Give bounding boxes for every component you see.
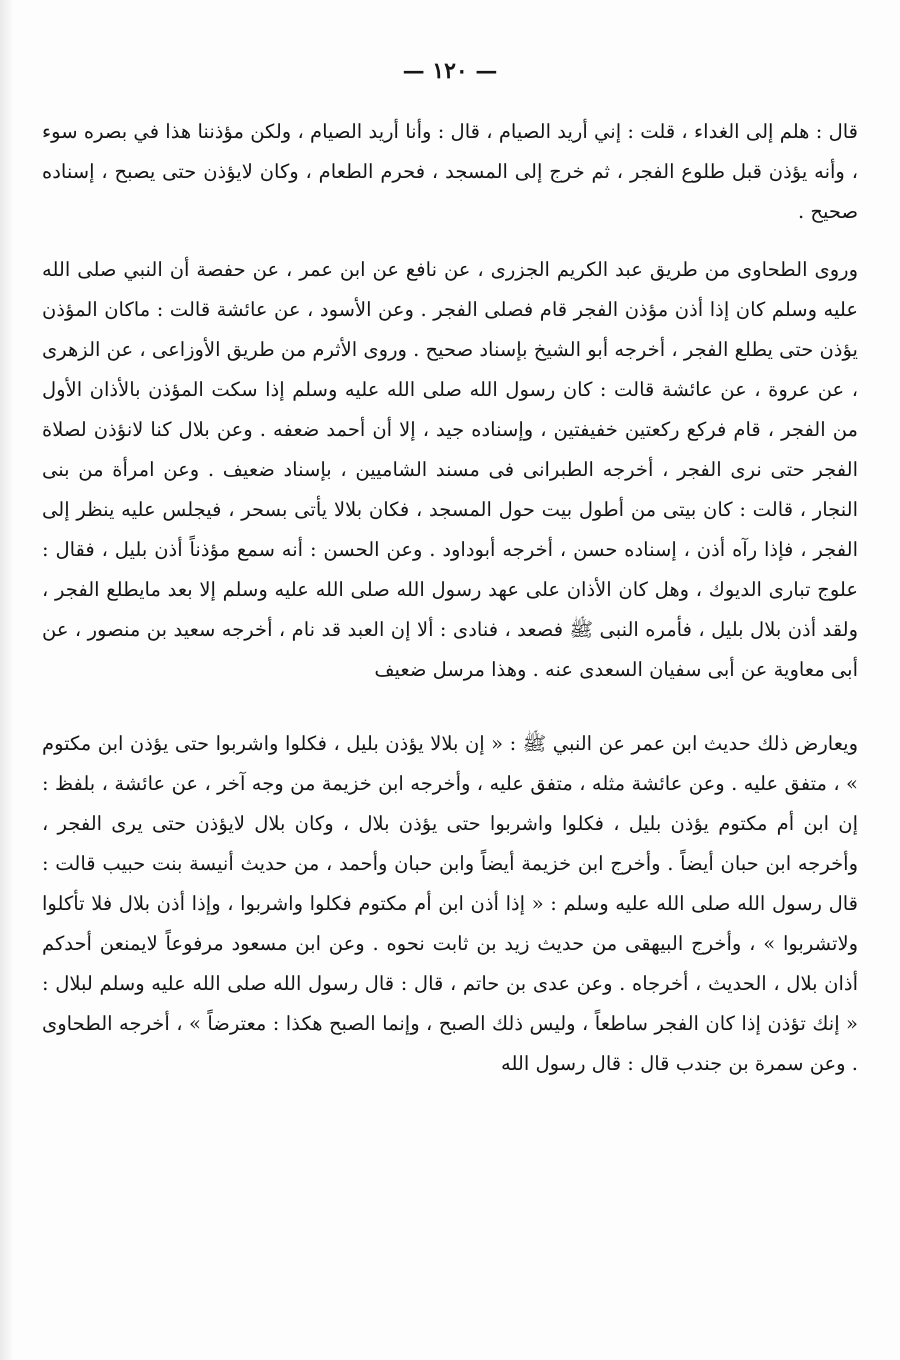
page-edge-shadow — [0, 0, 14, 1360]
page-number: — ١٢٠ — — [402, 58, 498, 84]
page-body — [42, 112, 858, 1084]
paragraph-3: ويعارض ذلك حديث ابن عمر عن النبي ﷺ : « إن بلالا يؤذن بليل ، فكلوا واشربوا حتى يؤذن ابن مكتوم » ، متفق عليه . وعن عائشة مثله ، متفق عليه ، وأخرجه ابن خزيمة من وجه آخر ، عن عائشة ، بلفظ : إن ابن أم مكتوم يؤذن بليل ، فكلوا واشربوا حتى يؤذن بلال ، وكان بلال لايؤذن حتى يرى الفجر ، وأخرجه ابن حبان أيضاً . وأخرج ابن خزيمة أيضاً وابن حبان وأحمد ، من حديث أنيسة بنت حبيب قالت : قال رسول الله صلى الله عليه وسلم : « إذا أذن ابن أم مكتوم فكلوا واشربوا ، وإذا أذن بلال فلا تأكلوا ولاتشربوا » ، وأخرج البيهقى من حديث زيد بن ثابت نحوه . وعن ابن مسعود مرفوعاً لايمنعن أحدكم أذان بلال ، الحديث ، أخرجاه . وعن عدى بن حاتم ، قال : قال رسول الله صلى الله عليه وسلم لبلال : « إنك تؤذن إذا كان الفجر ساطعاً ، وليس ذلك الصبح ، وإنما الصبح هكذا : معترضاً » ، أخرجه الطحاوى . وعن سمرة بن جندب قال : قال رسول الله — [42, 732, 858, 1075]
paragraph-1: قال : هلم إلى الغداء ، قلت : إني أريد الصيام ، قال : وأنا أريد الصيام ، ولكن مؤذننا هذا في بصره سوء ، وأنه يؤذن قبل طلوع الفجر ، ثم خرج إلى المسجد ، فحرم الطعام ، وكان لايؤذن حتى يصبح ، إسناده صحيح . — [42, 120, 858, 223]
paragraph-2: وروى الطحاوى من طريق عبد الكريم الجزرى ، عن نافع عن ابن عمر ، عن حفصة أن النبي صلى الله عليه وسلم كان إذا أذن مؤذن الفجر قام فصلى الفجر . وعن الأسود ، عن عائشة قالت : ماكان المؤذن يؤذن حتى يطلع الفجر ، أخرجه أبو الشيخ بإسناد صحيح . وروى الأثرم من طريق الأوزاعى ، عن الزهرى ، عن عروة ، عن عائشة قالت : كان رسول الله صلى الله عليه وسلم إذا سكت المؤذن بالأذان الأول من الفجر ، قام فركع ركعتين خفيفتين ، وإسناده جيد ، إلا أن أحمد ضعفه . وعن بلال كنا لانؤذن لصلاة الفجر حتى نرى الفجر ، أخرجه الطبرانى فى مسند الشاميين ، بإسناد ضعيف . وعن امرأة من بنى النجار ، قالت : كان بيتى من أطول بيت حول المسجد ، فكان بلالا يأتى بسحر ، فيجلس عليه ينظر إلى الفجر ، فإذا رآه أذن ، إسناده حسن ، أخرجه أبوداود . وعن الحسن : أنه سمع مؤذناً أذن بليل ، فقال : علوج تبارى الديوك ، وهل كان الأذان على عهد رسول الله صلى الله عليه وسلم إلا بعد مايطلع الفجر ، ولقد أذن بلال بليل ، فأمره النبى ﷺ فصعد ، فنادى : ألا إن العبد قد نام ، أخرجه سعيد بن منصور ، عن أبى معاوية عن أبى سفيان السعدى عنه . وهذا مرسل ضعيف — [42, 258, 858, 681]
